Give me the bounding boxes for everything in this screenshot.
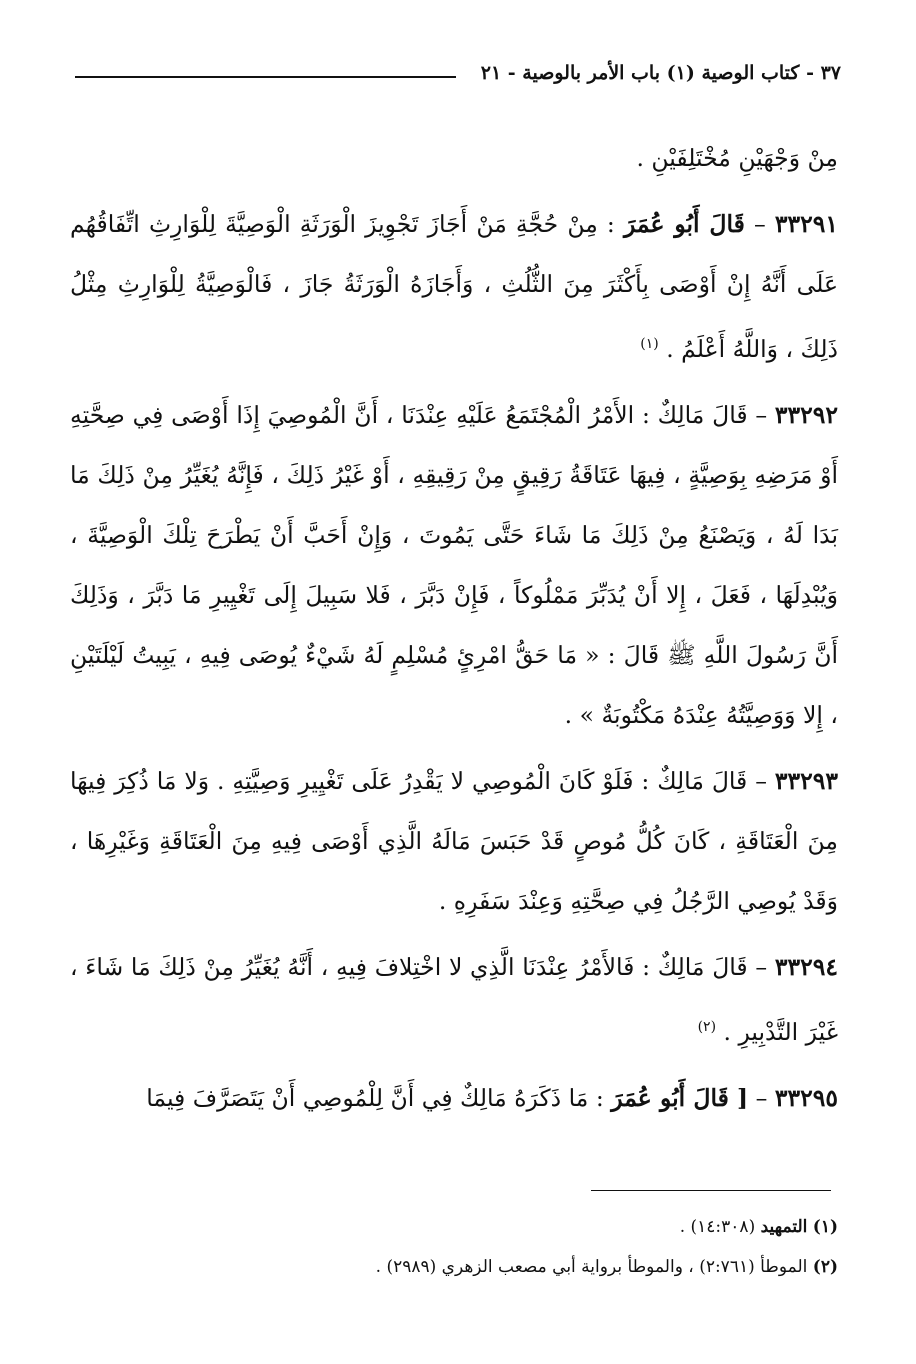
running-head [75,62,841,92]
speaker-name: قَالَ مَالِكٌ [657,400,748,429]
paragraph-continuation [70,128,838,188]
paragraph-text: : فَالأَمْرُ عِنْدَنَا الَّذِي لا اخْتِلافَ فِيهِ ، أَنَّهُ يُغَيِّرُ مِنْ ذَلِكَ مَا شَاءَ ، غَيْرَ التَّدْبِيرِ . [70,952,838,1046]
paragraph-33295: ٣٣٢٩٥ – [ قَالَ أَبُو عُمَرَ : مَا ذَكَرَهُ مَالِكٌ فِي أَنَّ لِلْمُوصِي أَنْ يَتَصَرَّفَ فِيمَا [146,1083,838,1112]
paragraph-text: مِنْ وَجْهَيْنِ مُخْتَلِفَيْنِ . [636,144,838,172]
paragraph-33293: ٣٣٢٩٣ – قَالَ مَالِكٌ : فَلَوْ كَانَ الْمُوصِي لا يَقْدِرُ عَلَى تَغْيِيرِ وَصِيَّتِهِ . وَلا مَا ذُكِرَ فِيهَا مِنَ الْعَتَاقَةِ ، كَانَ كُلُّ مُوصٍ قَدْ حَبَسَ مَالَهُ الَّذِي أَوْصَى فِيهِ مِنَ الْعَتَاقَةِ وَغَيْرِهَا ، وَقَدْ يُوصِي الرَّجُلُ فِي صِحَّتِهِ وَعِنْدَ سَفَرِهِ . [70,766,838,915]
main-text [70,128,838,1134]
paragraph-33291: ٣٣٢٩١ – قَالَ أَبُو عُمَرَ : مِنْ حُجَّةِ مَنْ أَجَازَ تَجْوِيزَ الْوَرَثَةِ الْوَصِيَّةَ لِلْوَارِثِ اتِّفَاقُهُم عَلَى أَنَّهُ إِنْ أَوْصَى بِأَكْثَرَ مِنَ الثُّلُثِ ، وَأَجَازَهُ الْوَرَثَةُ جَازَ ، فَالْوَصِيَّةُ لِلْوَارِثِ مِثْلُ ذَلِكَ ، وَاللَّهُ أَعْلَمُ . $^{(١)}$ [70,210,838,363]
footnote-text: (١٤:٣٠٨) . [679,1217,756,1237]
speaker-name: [ قَالَ أَبُو عُمَرَ [611,1083,749,1112]
paragraph-text: : مِنْ حُجَّةِ مَنْ أَجَازَ تَجْوِيزَ الْوَرَثَةِ الْوَصِيَّةَ لِلْوَارِثِ اتِّفَاقُهُم عَلَى أَنَّهُ إِنْ أَوْصَى بِأَكْثَرَ مِنَ الثُّلُثِ ، وَأَجَازَهُ الْوَرَثَةُ جَازَ ، فَالْوَصِيَّةُ لِلْوَارِثِ مِثْلُ ذَلِكَ ، وَاللَّهُ أَعْلَمُ . [70,210,838,363]
paragraph-number: ٣٣٢٩٢ [774,400,838,429]
paragraph-text: : الأَمْرُ الْمُجْتَمَعُ عَلَيْهِ عِنْدَنَا ، أَنَّ الْمُوصِيَ إِذَا أَوْصَى فِي صِحَّتِهِ أَوْ مَرَضِهِ بِوَصِيَّةٍ ، فِيهَا عَتَاقَةُ رَقِيقٍ مِنْ رَقِيقِهِ ، أَوْ غَيْرُ ذَلِكَ ، فَإِنَّهُ يُغَيِّرُ مِنْ ذَلِكَ مَا بَدَا لَهُ ، وَيَصْنَعُ مِنْ ذَلِكَ مَا شَاءَ حَتَّى يَمُوتَ ، وَإِنْ أَحَبَّ أَنْ يَطْرَحَ تِلْكَ الْوَصِيَّةَ ، وَيُبْدِلَهَا ، فَعَلَ ، إِلا أَنْ يُدَبِّرَ مَمْلُوكاً ، فَإِنْ دَبَّرَ ، فَلا سَبِيلَ إِلَى تَغْيِيرِ مَا دَبَّرَ ، وَذَلِكَ أَنَّ رَسُولَ اللَّهِ ﷺ قَالَ : « مَا حَقُّ امْرِئٍ مُسْلِمٍ لَهُ شَيْءٌ يُوصَى فِيهِ ، يَبِيتُ لَيْلَتَيْنِ ، إِلا وَوَصِيَّتُهُ عِنْدَهُ مَكْتُوبَةٌ » . [70,400,838,729]
footnotes [75,1207,838,1287]
footnote-ref[interactable]: (٢) [697,1018,717,1035]
speaker-name: قَالَ أَبُو عُمَرَ [623,210,745,238]
footnote-ref[interactable]: (١) [640,336,659,352]
footnote-2 [75,1247,838,1287]
footnote-text: الموطأ (٢:٧٦١) ، والموطأ برواية أبي مصعب الزهري (٢٩٨٩) . [375,1257,808,1277]
footnote-mark: (٢) [812,1257,838,1277]
paragraph-text: : فَلَوْ كَانَ الْمُوصِي لا يَقْدِرُ عَلَى تَغْيِيرِ وَصِيَّتِهِ . وَلا مَا ذُكِرَ فِيهَا مِنَ الْعَتَاقَةِ ، كَانَ كُلُّ مُوصٍ قَدْ حَبَسَ مَالَهُ الَّذِي أَوْصَى فِيهِ مِنَ الْعَتَاقَةِ وَغَيْرِهَا ، وَقَدْ يُوصِي الرَّجُلُ فِي صِحَّتِهِ وَعِنْدَ سَفَرِهِ . [70,766,838,915]
running-head-title: ٣٧ - كتاب الوصية (١) باب الأمر بالوصية - ٢١ [480,62,841,84]
paragraph-number: ٣٣٢٩٥ [774,1083,838,1112]
paragraph-33294: ٣٣٢٩٤ – قَالَ مَالِكٌ : فَالأَمْرُ عِنْدَنَا الَّذِي لا اخْتِلافَ فِيهِ ، أَنَّهُ يُغَيِّرُ مِنْ ذَلِكَ مَا شَاءَ ، غَيْرَ التَّدْبِيرِ . $^{(٢)}$ [70,952,838,1046]
running-head-rule [75,76,456,78]
speaker-name: قَالَ مَالِكٌ [657,766,748,795]
footnote-divider [591,1190,831,1191]
footnote-mark: (١) [812,1217,838,1237]
paragraph-33292: ٣٣٢٩٢ – قَالَ مَالِكٌ : الأَمْرُ الْمُجْتَمَعُ عَلَيْهِ عِنْدَنَا ، أَنَّ الْمُوصِيَ إِذَا أَوْصَى فِي صِحَّتِهِ أَوْ مَرَضِهِ بِوَصِيَّةٍ ، فِيهَا عَتَاقَةُ رَقِيقٍ مِنْ رَقِيقِهِ ، أَوْ غَيْرُ ذَلِكَ ، فَإِنَّهُ يُغَيِّرُ مِنْ ذَلِكَ مَا بَدَا لَهُ ، وَيَصْنَعُ مِنْ ذَلِكَ مَا شَاءَ حَتَّى يَمُوتَ ، وَإِنْ أَحَبَّ أَنْ يَطْرَحَ تِلْكَ الْوَصِيَّةَ ، وَيُبْدِلَهَا ، فَعَلَ ، إِلا أَنْ يُدَبِّرَ مَمْلُوكاً ، فَإِنْ دَبَّرَ ، فَلا سَبِيلَ إِلَى تَغْيِيرِ مَا دَبَّرَ ، وَذَلِكَ أَنَّ رَسُولَ اللَّهِ ﷺ قَالَ : « مَا حَقُّ امْرِئٍ مُسْلِمٍ لَهُ شَيْءٌ يُوصَى فِيهِ ، يَبِيتُ لَيْلَتَيْنِ ، إِلا وَوَصِيَّتُهُ عِنْدَهُ مَكْتُوبَةٌ » . [70,400,838,729]
footnote-source-title: التمهيد [760,1217,808,1237]
paragraph-text: : مَا ذَكَرَهُ مَالِكٌ فِي أَنَّ لِلْمُوصِي أَنْ يَتَصَرَّفَ فِيمَا [146,1083,604,1112]
footnote-1 [75,1207,838,1247]
paragraph-number: ٣٣٢٩٣ [774,766,838,795]
speaker-name: قَالَ مَالِكٌ [657,952,748,981]
paragraph-number: ٣٣٢٩١ [774,210,838,238]
paragraph-number: ٣٣٢٩٤ [774,952,838,981]
